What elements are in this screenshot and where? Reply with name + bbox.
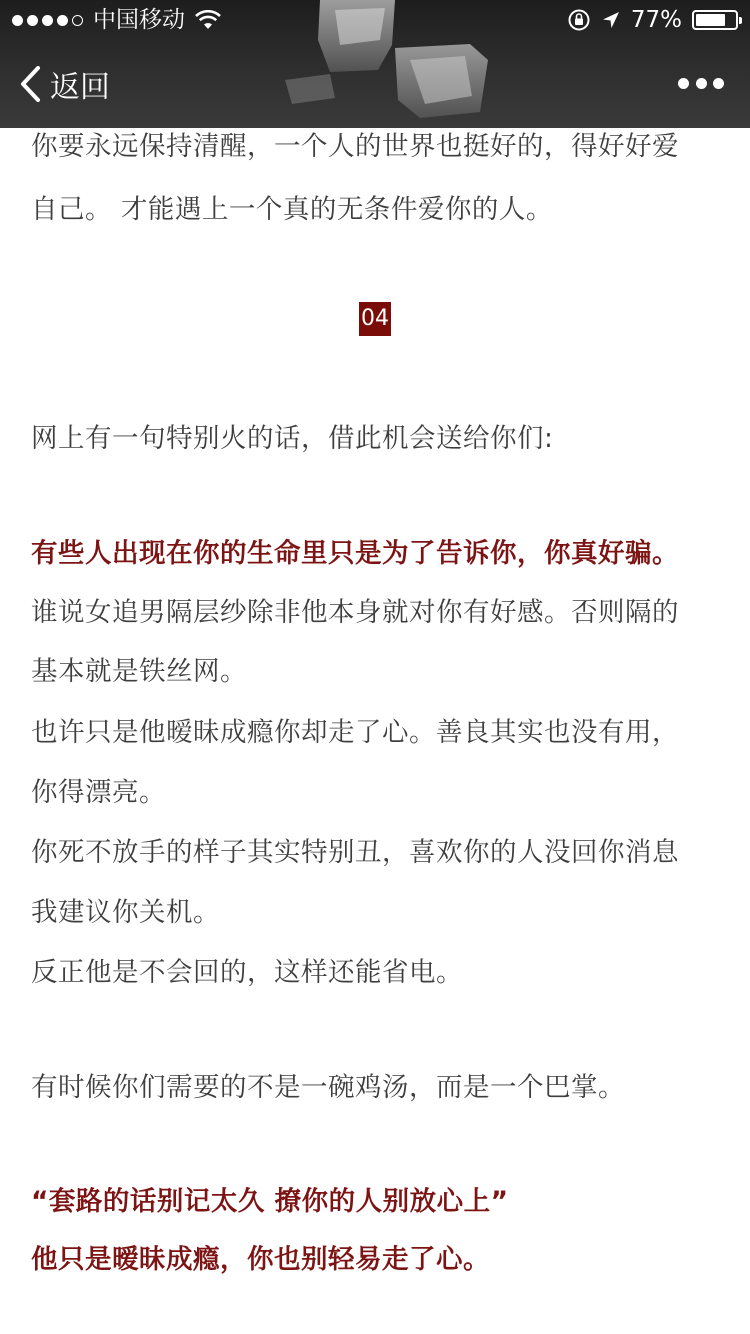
paragraph-line: 反正他是不会回的，这样还能省电。 — [31, 957, 463, 988]
orientation-lock-icon — [567, 8, 591, 32]
location-arrow-icon — [601, 10, 621, 30]
signal-dots-icon — [12, 15, 83, 26]
navigation-bar — [0, 40, 750, 128]
status-bar — [0, 0, 750, 40]
paragraph-line: 也许只是他暧昧成瘾你却走了心。善良其实也没有用， — [31, 717, 679, 748]
wifi-icon — [195, 10, 221, 30]
paragraph-line: 自己。 才能遇上一个真的无条件爱你的人。 — [31, 194, 553, 225]
more-icon-dot — [678, 78, 689, 89]
paragraph-line: 我建议你关机。 — [31, 897, 220, 928]
highlight-line: 有些人出现在你的生命里只是为了告诉你，你真好骗。 — [31, 538, 679, 569]
paragraph-line: 网上有一句特别火的话，借此机会送给你们: — [31, 423, 554, 454]
back-button[interactable] — [18, 60, 110, 108]
paragraph-line: 你要永远保持清醒，一个人的世界也挺好的，得好好爱 — [31, 131, 679, 162]
status-left — [12, 0, 221, 40]
battery-icon — [692, 10, 738, 30]
top-bar — [0, 0, 750, 128]
more-icon-dot — [713, 78, 724, 89]
more-button[interactable] — [678, 70, 724, 96]
carrier-name: 中国移动 — [93, 7, 185, 33]
section-number-badge: 04 — [359, 302, 391, 336]
more-icon-dot — [696, 78, 707, 89]
quote-line: 他只是暧昧成瘾，你也别轻易走了心。 — [31, 1244, 490, 1275]
paragraph-line: 谁说女追男隔层纱除非他本身就对你有好感。否则隔的 — [31, 597, 679, 628]
paragraph-line: 基本就是铁丝网。 — [31, 656, 247, 687]
battery-level — [696, 14, 725, 26]
paragraph-line: 你死不放手的样子其实特别丑，喜欢你的人没回你消息 — [31, 837, 679, 868]
status-right — [567, 0, 738, 40]
quote-line: “套路的话别记太久 撩你的人别放心上” — [31, 1186, 509, 1217]
paragraph-line: 你得漂亮。 — [31, 777, 166, 808]
battery-percent: 77% — [630, 7, 682, 33]
chevron-left-icon — [18, 64, 42, 104]
paragraph-line: 有时候你们需要的不是一碗鸡汤，而是一个巴掌。 — [31, 1072, 625, 1103]
back-label: 返回 — [50, 70, 110, 105]
